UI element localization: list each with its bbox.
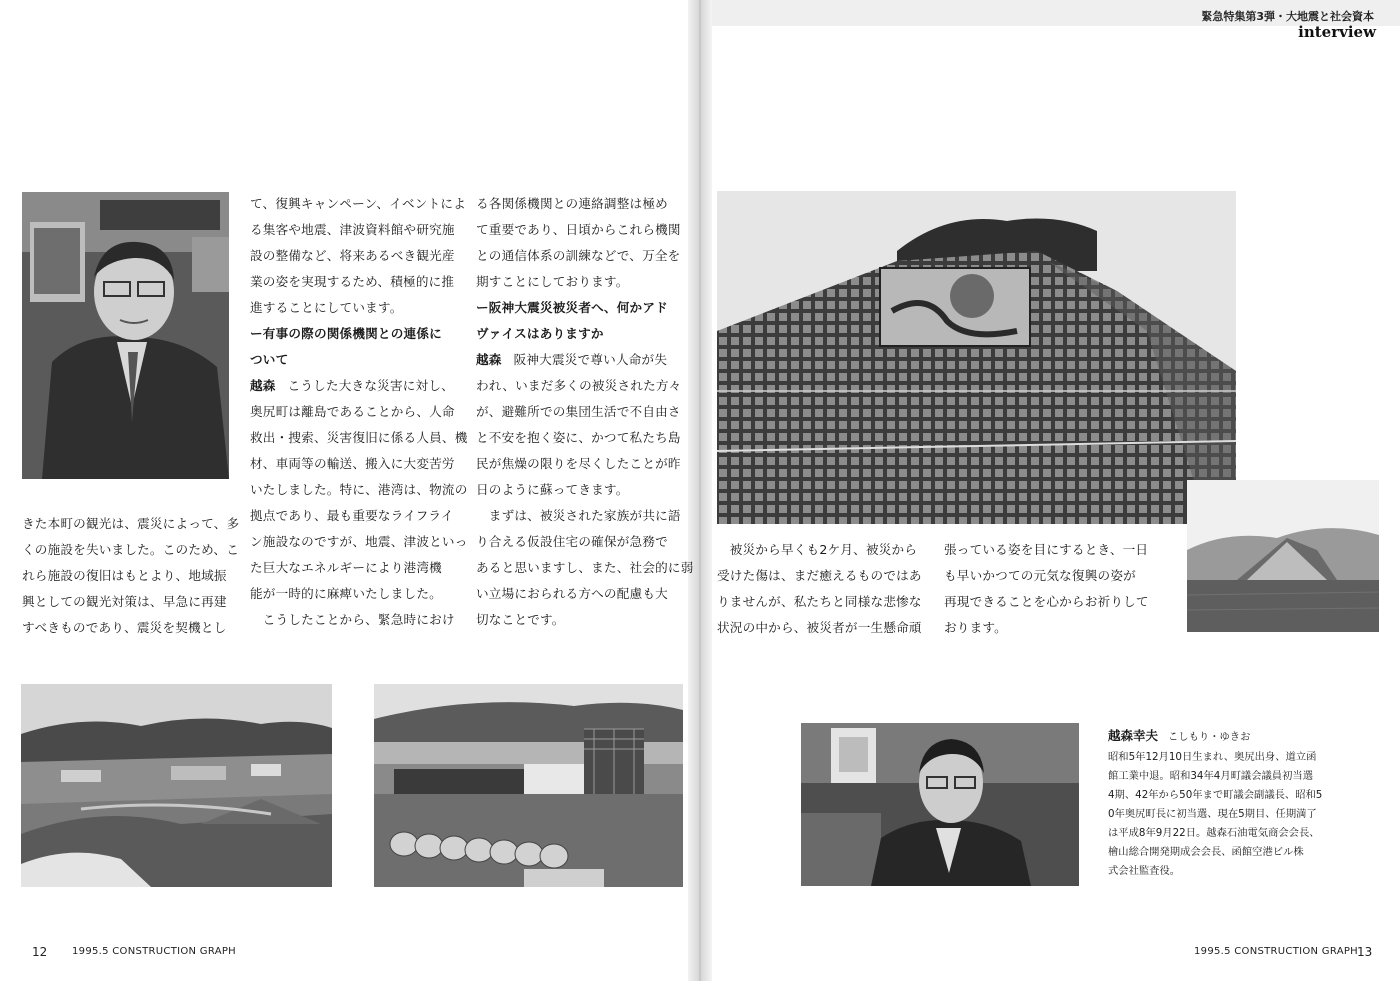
text-line: て重要であり、日頃からこれら機関 [476,222,681,237]
text-line: が、避難所での集団生活で不自由さ [476,404,681,419]
interview-question-2: ー阪神大震災被災者へ、何かアド [476,300,668,315]
text-line: と不安を抱く姿に、かつて私たち島 [476,430,681,445]
left-page-number: 12 [32,945,48,959]
bio-line: 館工業中退。昭和34年4月町議会議員初当選 [1108,770,1313,782]
text-line: 設の整備など、将来あるべき観光産 [250,248,455,263]
text-line: こうしたことから、緊急時におけ [250,612,455,627]
page-gutter [688,0,712,981]
text-line: 業の姿を実現するため、積極的に推 [250,274,455,289]
text-line: まずは、被災された家族が共に語 [476,508,681,523]
text-line: れら施設の復旧はもとより、地域振 [22,568,227,583]
text-line: る各関係機関との連絡調整は極め [476,196,668,211]
text-column-2 [250,191,468,633]
portrait-photo-office [22,192,229,479]
photo-harbor-construction [374,684,683,887]
text-line: 切なことです。 [476,612,565,627]
interview-question-1: ー有事の際の関係機関との連係に [250,326,442,341]
text-line: り合える仮設住宅の確保が急務で [476,534,668,549]
text-line: も早いかつての元気な復興の姿が [944,568,1136,583]
text-line: 越森 阪神大震災で尊い人命が失 [476,352,668,367]
interview-question-1-cont: ついて [250,352,289,367]
bio-line: 檜山総合開発期成会会長、函館空港ビル株 [1108,846,1304,858]
bio-line: 昭和5年12月10日生まれ、奥尻出身、道立函 [1108,751,1317,763]
text-line: て、復興キャンペーン、イベントによ [250,196,466,211]
photo-seawall-distant [1187,480,1379,632]
text-line: 受けた傷は、まだ癒えるものではあ [717,568,922,583]
text-line: 材、車両等の輸送、搬入に大変苦労 [250,456,455,471]
series-label: 緊急特集第3弾・大地震と社会資本 [1201,10,1374,23]
text-line: 興としての観光対策は、早急に再建 [22,594,227,609]
text-column-4 [717,537,932,641]
text-line: きた本町の観光は、震災によって、多 [22,516,240,531]
photo-seawall-revetment [717,191,1236,524]
bio-line: 式会社監査役。 [1108,865,1181,877]
bio-name-row [1108,726,1378,747]
speaker-name: 越森 [476,352,502,367]
text-line: 救出・捜索、災害復旧に係る人員、機 [250,430,468,445]
text-line: 進することにしています。 [250,300,403,315]
text-line: ン施設なのですが、地震、津波といっ [250,534,468,549]
right-page-number: 13 [1357,945,1373,959]
text-column-3 [476,191,694,633]
text-line: い立場におられる方への配慮も大 [476,586,668,601]
text-line: 民が焦燥の限りを尽くしたことが昨 [476,456,681,471]
bio-line: 0年奥尻町長に初当選、現在5期目、任期満了 [1108,808,1317,820]
text-line: 再現できることを心からお祈りして [944,594,1149,609]
bio-line: 4期、42年から50年まで町議会副議長、昭和5 [1108,789,1323,801]
text-line: 越森 こうした大きな災害に対し、 [250,378,454,393]
bio-line: は平成8年9月22日。越森石油電気商会会長、 [1108,827,1320,839]
text-line: 日のように蘇ってきます。 [476,482,629,497]
text-line: すべきものであり、震災を契機とし [22,620,227,635]
text-line: 張っている姿を目にするとき、一日 [944,542,1149,557]
text-line: りませんが、私たちと同様な悲惨な [717,594,922,609]
text-line: た巨大なエネルギーにより港湾機 [250,560,442,575]
text-line: いたしました。特に、港湾は、物流の [250,482,468,497]
bio-block [1108,726,1378,881]
text-line: くの施設を失いました。このため、こ [22,542,239,557]
text-column-1 [22,511,240,641]
text-line: おります。 [944,620,1007,635]
section-label: interview [1298,23,1376,41]
bio-portrait-photo [801,723,1079,886]
text-line: あると思いますし、また、社会的に弱 [476,560,694,575]
text-line: 能が一時的に麻痺いたしました。 [250,586,442,601]
photo-reconstruction-site [21,684,332,887]
left-magazine-label: 1995.5 CONSTRUCTION GRAPH [72,946,236,957]
speaker-name: 越森 [250,378,276,393]
bio-name: 越森幸夫 [1108,728,1159,743]
text-line: われ、いまだ多くの被災された方々 [476,378,682,393]
text-line: 奥尻町は離島であることから、人命 [250,404,455,419]
text-line: る集客や地震、津波資料館や研究施 [250,222,455,237]
text-line: との通信体系の訓練などで、万全を [476,248,681,263]
text-column-5 [944,537,1159,641]
text-line: 期すことにしております。 [476,274,629,289]
right-magazine-label: 1995.5 CONSTRUCTION GRAPH [1194,946,1358,957]
bio-reading: こしもり・ゆきお [1168,731,1251,743]
interview-question-2-cont: ヴァイスはありますか [476,326,604,341]
text-line: 被災から早くも2ケ月、被災から [729,542,918,557]
text-line: 拠点であり、最も重要なライフライ [250,508,454,523]
text-line: 状況の中から、被災者が一生懸命頑 [717,620,922,635]
